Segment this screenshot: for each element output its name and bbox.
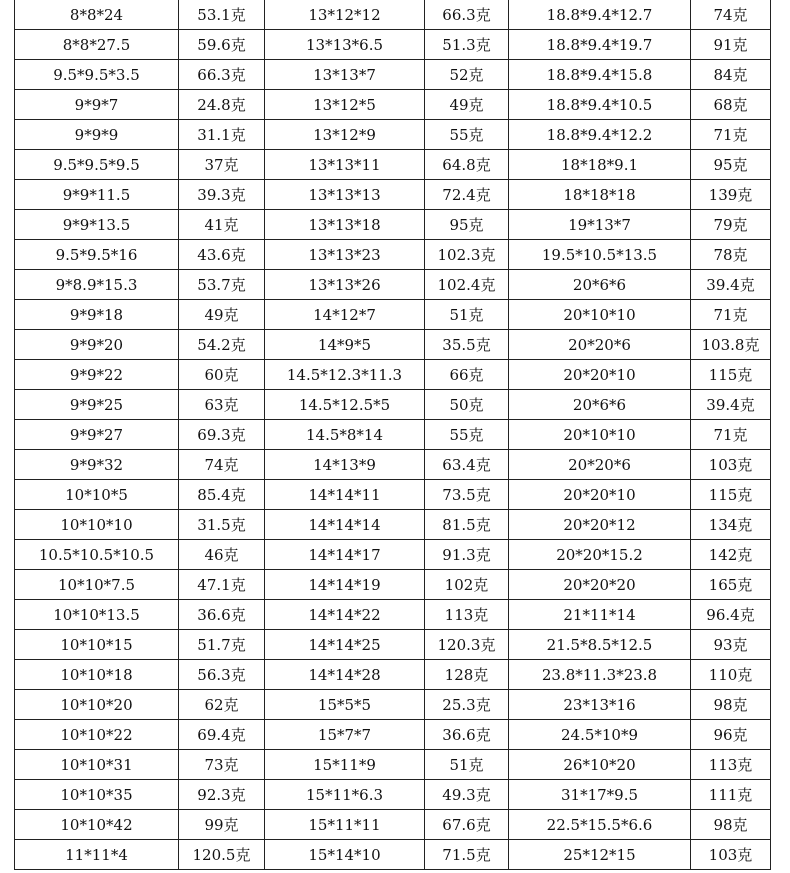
size-cell-a: 10*10*15 bbox=[15, 630, 179, 660]
weight-cell-a: 69.4克 bbox=[179, 720, 265, 750]
weight-cell-a: 56.3克 bbox=[179, 660, 265, 690]
size-cell-c: 20*20*6 bbox=[509, 450, 691, 480]
size-cell-a: 9*9*18 bbox=[15, 300, 179, 330]
size-cell-c: 20*20*6 bbox=[509, 330, 691, 360]
table-body bbox=[15, 0, 771, 870]
weight-cell-c: 98克 bbox=[691, 810, 771, 840]
size-cell-a: 9*9*27 bbox=[15, 420, 179, 450]
size-cell-c: 22.5*15.5*6.6 bbox=[509, 810, 691, 840]
size-cell-a: 9*9*22 bbox=[15, 360, 179, 390]
weight-cell-c: 91克 bbox=[691, 30, 771, 60]
weight-cell-b: 67.6克 bbox=[425, 810, 509, 840]
size-cell-a: 9.5*9.5*16 bbox=[15, 240, 179, 270]
size-cell-a: 10*10*7.5 bbox=[15, 570, 179, 600]
size-cell-b: 14*14*25 bbox=[265, 630, 425, 660]
size-cell-a: 9*9*9 bbox=[15, 120, 179, 150]
size-cell-a: 10*10*18 bbox=[15, 660, 179, 690]
table-row bbox=[15, 600, 771, 630]
size-cell-b: 15*11*9 bbox=[265, 750, 425, 780]
size-cell-c: 23.8*11.3*23.8 bbox=[509, 660, 691, 690]
size-cell-a: 9*9*20 bbox=[15, 330, 179, 360]
weight-cell-c: 71克 bbox=[691, 120, 771, 150]
size-cell-c: 20*20*10 bbox=[509, 360, 691, 390]
weight-cell-a: 49克 bbox=[179, 300, 265, 330]
size-cell-b: 15*11*6.3 bbox=[265, 780, 425, 810]
size-cell-b: 15*14*10 bbox=[265, 840, 425, 870]
weight-cell-b: 66.3克 bbox=[425, 0, 509, 30]
size-cell-c: 18.8*9.4*10.5 bbox=[509, 90, 691, 120]
table-row bbox=[15, 810, 771, 840]
table-row bbox=[15, 480, 771, 510]
size-cell-c: 18.8*9.4*15.8 bbox=[509, 60, 691, 90]
size-cell-c: 18.8*9.4*19.7 bbox=[509, 30, 691, 60]
weight-cell-b: 102.3克 bbox=[425, 240, 509, 270]
size-cell-a: 9.5*9.5*9.5 bbox=[15, 150, 179, 180]
weight-cell-c: 39.4克 bbox=[691, 270, 771, 300]
table-row bbox=[15, 210, 771, 240]
weight-cell-b: 113克 bbox=[425, 600, 509, 630]
table-row bbox=[15, 720, 771, 750]
weight-cell-a: 46克 bbox=[179, 540, 265, 570]
table-row bbox=[15, 510, 771, 540]
weight-cell-c: 110克 bbox=[691, 660, 771, 690]
weight-cell-b: 55克 bbox=[425, 420, 509, 450]
weight-cell-a: 41克 bbox=[179, 210, 265, 240]
weight-cell-c: 79克 bbox=[691, 210, 771, 240]
table-row bbox=[15, 540, 771, 570]
weight-cell-a: 62克 bbox=[179, 690, 265, 720]
weight-cell-a: 60克 bbox=[179, 360, 265, 390]
weight-cell-a: 24.8克 bbox=[179, 90, 265, 120]
weight-cell-b: 50克 bbox=[425, 390, 509, 420]
weight-cell-b: 64.8克 bbox=[425, 150, 509, 180]
weight-cell-a: 85.4克 bbox=[179, 480, 265, 510]
weight-cell-c: 103克 bbox=[691, 840, 771, 870]
table-row bbox=[15, 390, 771, 420]
size-cell-a: 8*8*24 bbox=[15, 0, 179, 30]
size-cell-b: 14*12*7 bbox=[265, 300, 425, 330]
weight-cell-a: 69.3克 bbox=[179, 420, 265, 450]
table-row bbox=[15, 570, 771, 600]
weight-cell-a: 120.5克 bbox=[179, 840, 265, 870]
table-row bbox=[15, 660, 771, 690]
table-row bbox=[15, 150, 771, 180]
weight-cell-b: 51克 bbox=[425, 750, 509, 780]
weight-cell-c: 96.4克 bbox=[691, 600, 771, 630]
size-cell-c: 31*17*9.5 bbox=[509, 780, 691, 810]
weight-cell-c: 78克 bbox=[691, 240, 771, 270]
weight-cell-c: 103克 bbox=[691, 450, 771, 480]
weight-cell-a: 99克 bbox=[179, 810, 265, 840]
weight-cell-b: 72.4克 bbox=[425, 180, 509, 210]
weight-cell-c: 98克 bbox=[691, 690, 771, 720]
weight-cell-c: 139克 bbox=[691, 180, 771, 210]
weight-cell-b: 102克 bbox=[425, 570, 509, 600]
table-row bbox=[15, 690, 771, 720]
size-cell-c: 20*20*10 bbox=[509, 480, 691, 510]
table-row bbox=[15, 750, 771, 780]
weight-cell-b: 95克 bbox=[425, 210, 509, 240]
size-cell-a: 10*10*13.5 bbox=[15, 600, 179, 630]
weight-cell-c: 74克 bbox=[691, 0, 771, 30]
weight-cell-a: 63克 bbox=[179, 390, 265, 420]
size-cell-c: 18*18*18 bbox=[509, 180, 691, 210]
size-cell-c: 26*10*20 bbox=[509, 750, 691, 780]
size-cell-a: 9*9*11.5 bbox=[15, 180, 179, 210]
size-cell-b: 14*14*14 bbox=[265, 510, 425, 540]
size-cell-c: 21*11*14 bbox=[509, 600, 691, 630]
weight-cell-c: 96克 bbox=[691, 720, 771, 750]
size-cell-b: 14.5*8*14 bbox=[265, 420, 425, 450]
size-cell-c: 19.5*10.5*13.5 bbox=[509, 240, 691, 270]
table-row bbox=[15, 330, 771, 360]
weight-cell-b: 51.3克 bbox=[425, 30, 509, 60]
size-cell-c: 19*13*7 bbox=[509, 210, 691, 240]
weight-cell-a: 66.3克 bbox=[179, 60, 265, 90]
size-cell-b: 13*12*9 bbox=[265, 120, 425, 150]
weight-cell-a: 59.6克 bbox=[179, 30, 265, 60]
size-weight-table bbox=[14, 0, 771, 870]
weight-cell-b: 73.5克 bbox=[425, 480, 509, 510]
size-cell-a: 10*10*31 bbox=[15, 750, 179, 780]
size-cell-b: 15*5*5 bbox=[265, 690, 425, 720]
table-row bbox=[15, 300, 771, 330]
size-cell-b: 13*12*12 bbox=[265, 0, 425, 30]
weight-cell-a: 31.1克 bbox=[179, 120, 265, 150]
weight-cell-c: 115克 bbox=[691, 480, 771, 510]
size-cell-a: 11*11*4 bbox=[15, 840, 179, 870]
size-cell-c: 18.8*9.4*12.2 bbox=[509, 120, 691, 150]
size-cell-b: 13*13*11 bbox=[265, 150, 425, 180]
size-cell-b: 13*13*13 bbox=[265, 180, 425, 210]
weight-cell-a: 53.7克 bbox=[179, 270, 265, 300]
size-cell-b: 14*14*11 bbox=[265, 480, 425, 510]
weight-cell-a: 53.1克 bbox=[179, 0, 265, 30]
table-row bbox=[15, 270, 771, 300]
weight-cell-b: 49克 bbox=[425, 90, 509, 120]
weight-cell-c: 165克 bbox=[691, 570, 771, 600]
table-row bbox=[15, 420, 771, 450]
table-row bbox=[15, 0, 771, 30]
weight-cell-b: 71.5克 bbox=[425, 840, 509, 870]
size-cell-c: 20*20*15.2 bbox=[509, 540, 691, 570]
size-cell-b: 14*9*5 bbox=[265, 330, 425, 360]
size-cell-b: 13*13*18 bbox=[265, 210, 425, 240]
table-row bbox=[15, 840, 771, 870]
size-cell-a: 10*10*5 bbox=[15, 480, 179, 510]
size-cell-c: 20*10*10 bbox=[509, 300, 691, 330]
weight-cell-c: 39.4克 bbox=[691, 390, 771, 420]
size-cell-b: 14*14*28 bbox=[265, 660, 425, 690]
size-cell-b: 13*13*7 bbox=[265, 60, 425, 90]
weight-cell-b: 128克 bbox=[425, 660, 509, 690]
size-cell-b: 13*12*5 bbox=[265, 90, 425, 120]
size-cell-a: 10*10*20 bbox=[15, 690, 179, 720]
weight-cell-c: 103.8克 bbox=[691, 330, 771, 360]
weight-cell-a: 39.3克 bbox=[179, 180, 265, 210]
table-row bbox=[15, 120, 771, 150]
size-cell-a: 8*8*27.5 bbox=[15, 30, 179, 60]
table-row bbox=[15, 240, 771, 270]
weight-cell-a: 73克 bbox=[179, 750, 265, 780]
weight-cell-b: 81.5克 bbox=[425, 510, 509, 540]
weight-cell-c: 71克 bbox=[691, 420, 771, 450]
size-cell-b: 13*13*23 bbox=[265, 240, 425, 270]
size-cell-c: 18*18*9.1 bbox=[509, 150, 691, 180]
weight-cell-a: 31.5克 bbox=[179, 510, 265, 540]
weight-cell-c: 113克 bbox=[691, 750, 771, 780]
weight-cell-b: 25.3克 bbox=[425, 690, 509, 720]
weight-cell-a: 74克 bbox=[179, 450, 265, 480]
size-cell-b: 14.5*12.3*11.3 bbox=[265, 360, 425, 390]
table-row bbox=[15, 30, 771, 60]
size-cell-a: 9*9*13.5 bbox=[15, 210, 179, 240]
size-cell-b: 15*7*7 bbox=[265, 720, 425, 750]
table-row bbox=[15, 90, 771, 120]
weight-cell-a: 37克 bbox=[179, 150, 265, 180]
weight-cell-c: 71克 bbox=[691, 300, 771, 330]
weight-cell-b: 55克 bbox=[425, 120, 509, 150]
weight-cell-a: 47.1克 bbox=[179, 570, 265, 600]
weight-cell-c: 134克 bbox=[691, 510, 771, 540]
weight-cell-c: 115克 bbox=[691, 360, 771, 390]
weight-cell-c: 68克 bbox=[691, 90, 771, 120]
weight-cell-b: 36.6克 bbox=[425, 720, 509, 750]
weight-cell-a: 54.2克 bbox=[179, 330, 265, 360]
size-cell-b: 13*13*6.5 bbox=[265, 30, 425, 60]
size-cell-a: 9*8.9*15.3 bbox=[15, 270, 179, 300]
table-row bbox=[15, 450, 771, 480]
table-row bbox=[15, 630, 771, 660]
weight-cell-b: 35.5克 bbox=[425, 330, 509, 360]
size-cell-a: 10*10*42 bbox=[15, 810, 179, 840]
table-row bbox=[15, 60, 771, 90]
weight-cell-b: 91.3克 bbox=[425, 540, 509, 570]
weight-cell-b: 66克 bbox=[425, 360, 509, 390]
weight-cell-c: 93克 bbox=[691, 630, 771, 660]
weight-cell-b: 63.4克 bbox=[425, 450, 509, 480]
size-cell-b: 14*14*17 bbox=[265, 540, 425, 570]
size-cell-a: 10*10*10 bbox=[15, 510, 179, 540]
size-cell-b: 14*14*19 bbox=[265, 570, 425, 600]
size-cell-a: 9*9*32 bbox=[15, 450, 179, 480]
size-cell-a: 10.5*10.5*10.5 bbox=[15, 540, 179, 570]
weight-cell-b: 49.3克 bbox=[425, 780, 509, 810]
table-row bbox=[15, 780, 771, 810]
size-cell-b: 13*13*26 bbox=[265, 270, 425, 300]
size-cell-c: 20*10*10 bbox=[509, 420, 691, 450]
weight-cell-c: 95克 bbox=[691, 150, 771, 180]
size-cell-a: 9.5*9.5*3.5 bbox=[15, 60, 179, 90]
size-cell-c: 23*13*16 bbox=[509, 690, 691, 720]
size-cell-c: 20*20*12 bbox=[509, 510, 691, 540]
size-cell-b: 15*11*11 bbox=[265, 810, 425, 840]
size-cell-c: 20*6*6 bbox=[509, 390, 691, 420]
size-cell-b: 14*13*9 bbox=[265, 450, 425, 480]
spec-table-container bbox=[14, 0, 771, 870]
weight-cell-c: 142克 bbox=[691, 540, 771, 570]
weight-cell-a: 43.6克 bbox=[179, 240, 265, 270]
weight-cell-c: 84克 bbox=[691, 60, 771, 90]
size-cell-a: 10*10*22 bbox=[15, 720, 179, 750]
weight-cell-b: 102.4克 bbox=[425, 270, 509, 300]
weight-cell-a: 51.7克 bbox=[179, 630, 265, 660]
table-row bbox=[15, 180, 771, 210]
size-cell-c: 20*20*20 bbox=[509, 570, 691, 600]
size-cell-a: 9*9*25 bbox=[15, 390, 179, 420]
size-cell-a: 9*9*7 bbox=[15, 90, 179, 120]
weight-cell-a: 36.6克 bbox=[179, 600, 265, 630]
size-cell-a: 10*10*35 bbox=[15, 780, 179, 810]
weight-cell-c: 111克 bbox=[691, 780, 771, 810]
size-cell-c: 25*12*15 bbox=[509, 840, 691, 870]
weight-cell-b: 120.3克 bbox=[425, 630, 509, 660]
size-cell-c: 24.5*10*9 bbox=[509, 720, 691, 750]
size-cell-c: 21.5*8.5*12.5 bbox=[509, 630, 691, 660]
size-cell-c: 20*6*6 bbox=[509, 270, 691, 300]
weight-cell-b: 51克 bbox=[425, 300, 509, 330]
size-cell-b: 14*14*22 bbox=[265, 600, 425, 630]
weight-cell-a: 92.3克 bbox=[179, 780, 265, 810]
table-row bbox=[15, 360, 771, 390]
size-cell-b: 14.5*12.5*5 bbox=[265, 390, 425, 420]
size-cell-c: 18.8*9.4*12.7 bbox=[509, 0, 691, 30]
weight-cell-b: 52克 bbox=[425, 60, 509, 90]
